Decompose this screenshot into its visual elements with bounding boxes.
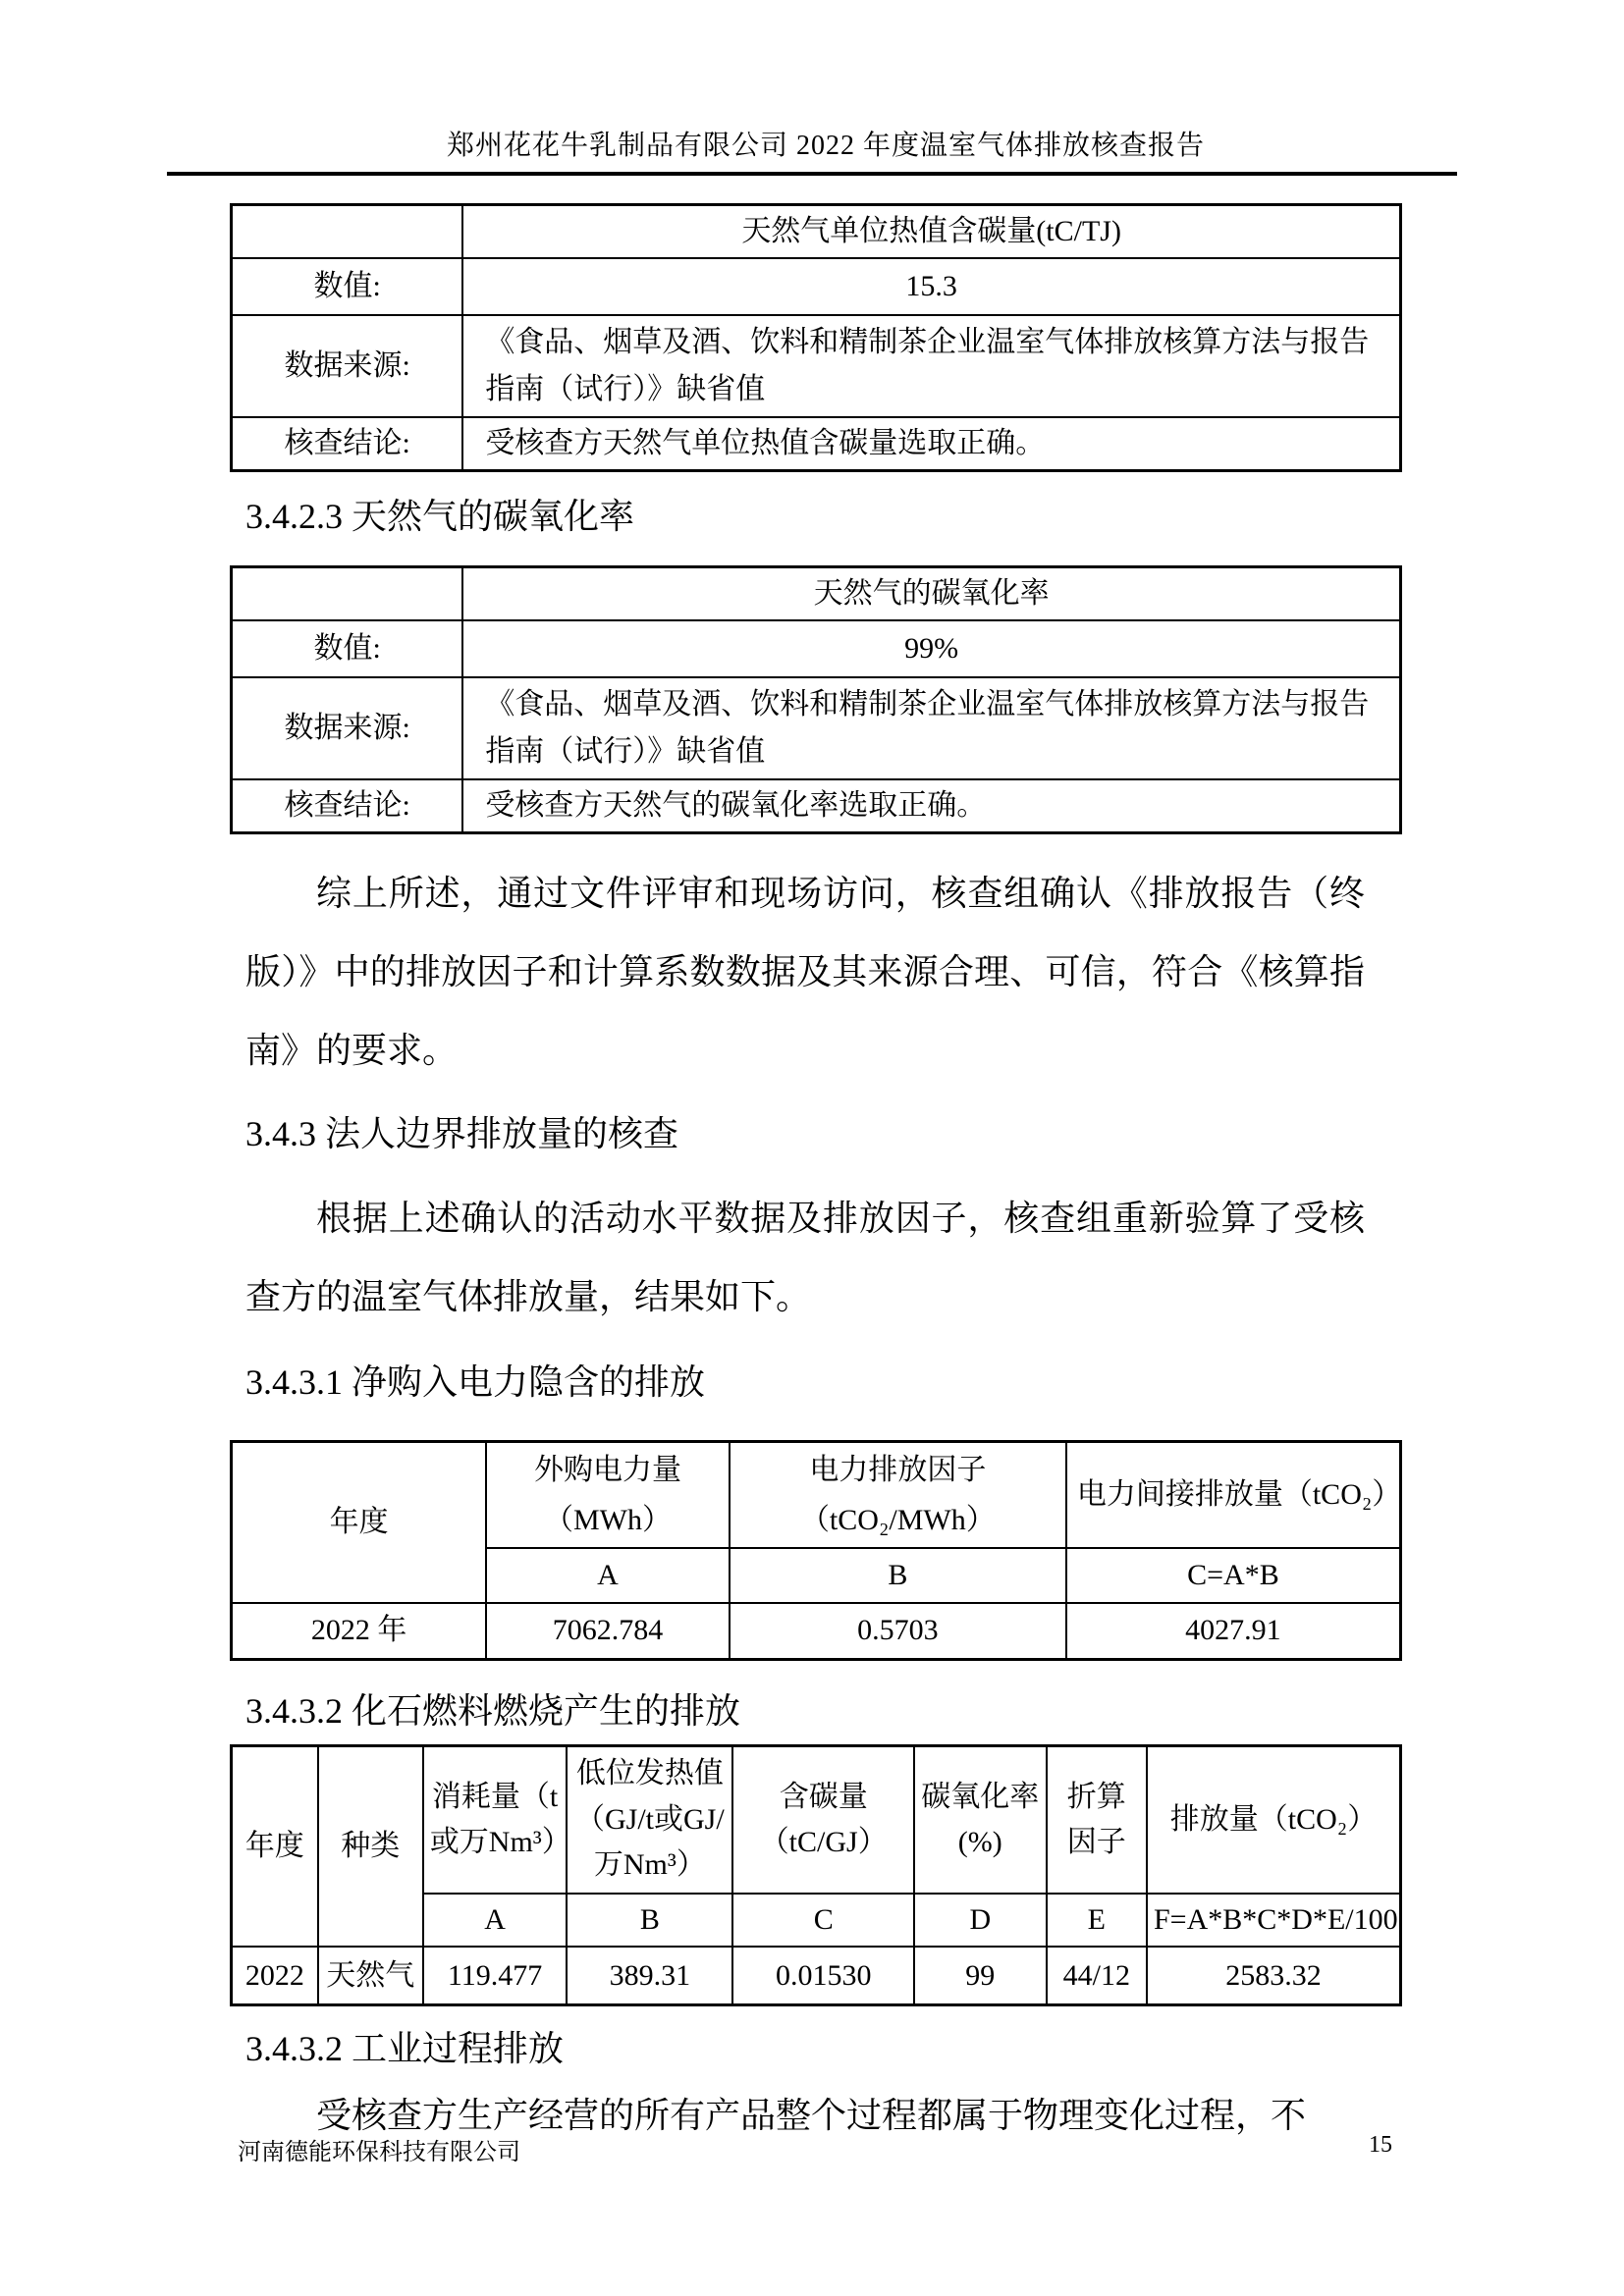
indirect-emissions-header: 电力间接排放量（tCO₂） <box>1066 1441 1401 1548</box>
ncv-carbon-content-table <box>230 203 1402 472</box>
formula-cell: B <box>567 1894 732 1947</box>
electricity-emissions-table <box>230 1440 1402 1662</box>
consumption-header: 消耗量（t或万Nm³） <box>423 1746 567 1894</box>
conversion-factor-value: 44/12 <box>1047 1947 1147 2005</box>
conclusion-cell: 受核查方天然气的碳氧化率选取正确。 <box>462 779 1400 833</box>
industrial-process-paragraph: 受核查方生产经营的所有产品整个过程都属于物理变化过程，不 <box>316 2096 1307 2136</box>
fuel-type-header-cell: 种类 <box>318 1746 423 1947</box>
row-label: 核查结论: <box>232 779 463 833</box>
data-source-cell: 《食品、烟草及酒、饮料和精制茶企业温室气体排放核算方法与报告指南（试行）》缺省值 <box>462 315 1400 417</box>
running-header-title: 郑州花花牛乳制品有限公司 2022 年度温室气体排放核查报告 <box>446 131 1205 161</box>
row-label: 数据来源: <box>232 677 463 779</box>
formula-cell: A <box>486 1548 730 1603</box>
oxidation-rate-header: 碳氧化率(%) <box>914 1746 1047 1894</box>
emission-factor-header: 电力排放因子（tCO₂/MWh） <box>730 1441 1066 1548</box>
row-label: 数据来源: <box>232 315 463 417</box>
calorific-value: 389.31 <box>567 1947 732 2005</box>
formula-cell: C <box>732 1894 914 1947</box>
value-cell: 15.3 <box>462 258 1400 315</box>
formula-cell: B <box>730 1548 1066 1603</box>
summary-paragraph: 综上所述，通过文件评审和现场访问，核查组确认《排放报告（终版）》中的排放因子和计算系数数据及其来源合理、可信，符合《核算指南》的要求。 <box>245 874 1365 1071</box>
row-label: 核查结论: <box>232 417 463 471</box>
table-corner-cell <box>232 205 463 259</box>
year-value-cell: 2022 年 <box>232 1603 487 1660</box>
section-heading-3432-industrial: 3.4.3.2 工业过程排放 <box>245 2029 565 2069</box>
data-source-cell: 《食品、烟草及酒、饮料和精制茶企业温室气体排放核算方法与报告指南（试行）》缺省值 <box>462 677 1400 779</box>
emissions-header: 排放量（tCO₂） <box>1147 1746 1401 1894</box>
purchased-electricity-value: 7062.784 <box>486 1603 730 1660</box>
year-header-cell: 年度 <box>232 1746 318 1947</box>
footer-company-name: 河南德能环保科技有限公司 <box>238 2140 520 2165</box>
formula-cell: D <box>914 1894 1047 1947</box>
table-header-cell: 天然气的碳氧化率 <box>462 567 1400 621</box>
conclusion-cell: 受核查方天然气单位热值含碳量选取正确。 <box>462 417 1400 471</box>
formula-cell: F=A*B*C*D*E/100 <box>1147 1894 1401 1947</box>
header-rule <box>167 172 1457 176</box>
formula-cell: E <box>1047 1894 1147 1947</box>
section-heading-3431: 3.4.3.1 净购入电力隐含的排放 <box>245 1362 706 1403</box>
consumption-value: 119.477 <box>423 1947 567 2005</box>
formula-cell: A <box>423 1894 567 1947</box>
fossil-fuel-emissions-table <box>230 1744 1402 2006</box>
table-corner-cell <box>232 567 463 621</box>
conversion-factor-header: 折算因子 <box>1047 1746 1147 1894</box>
year-value-cell: 2022 <box>232 1947 318 2005</box>
value-cell: 99% <box>462 620 1400 677</box>
emissions-value: 2583.32 <box>1147 1947 1401 2005</box>
carbon-content-value: 0.01530 <box>732 1947 914 2005</box>
section-heading-3423: 3.4.2.3 天然气的碳氧化率 <box>245 497 635 536</box>
row-label: 数值: <box>232 258 463 315</box>
section-heading-343: 3.4.3 法人边界排放量的核查 <box>245 1114 679 1154</box>
calorific-value-header: 低位发热值（GJ/t或GJ/万Nm³） <box>567 1746 732 1894</box>
oxidation-rate-table <box>230 565 1402 834</box>
purchased-electricity-header: 外购电力量（MWh） <box>486 1441 730 1548</box>
recalculation-paragraph: 根据上述确认的活动水平数据及排放因子，核查组重新验算了受核查方的温室气体排放量，结果如下。 <box>245 1199 1365 1317</box>
section-heading-3432-fossil: 3.4.3.2 化石燃料燃烧产生的排放 <box>245 1691 741 1732</box>
emission-factor-value: 0.5703 <box>730 1603 1066 1660</box>
footer-page-number: 15 <box>1369 2132 1392 2158</box>
carbon-content-header: 含碳量（tC/GJ） <box>732 1746 914 1894</box>
oxidation-rate-value: 99 <box>914 1947 1047 2005</box>
year-header-cell: 年度 <box>232 1441 487 1603</box>
row-label: 数值: <box>232 620 463 677</box>
indirect-emissions-value: 4027.91 <box>1066 1603 1401 1660</box>
formula-cell: C=A*B <box>1066 1548 1401 1603</box>
fuel-type-value: 天然气 <box>318 1947 423 2005</box>
table-header-cell: 天然气单位热值含碳量(tC/TJ) <box>462 205 1400 259</box>
